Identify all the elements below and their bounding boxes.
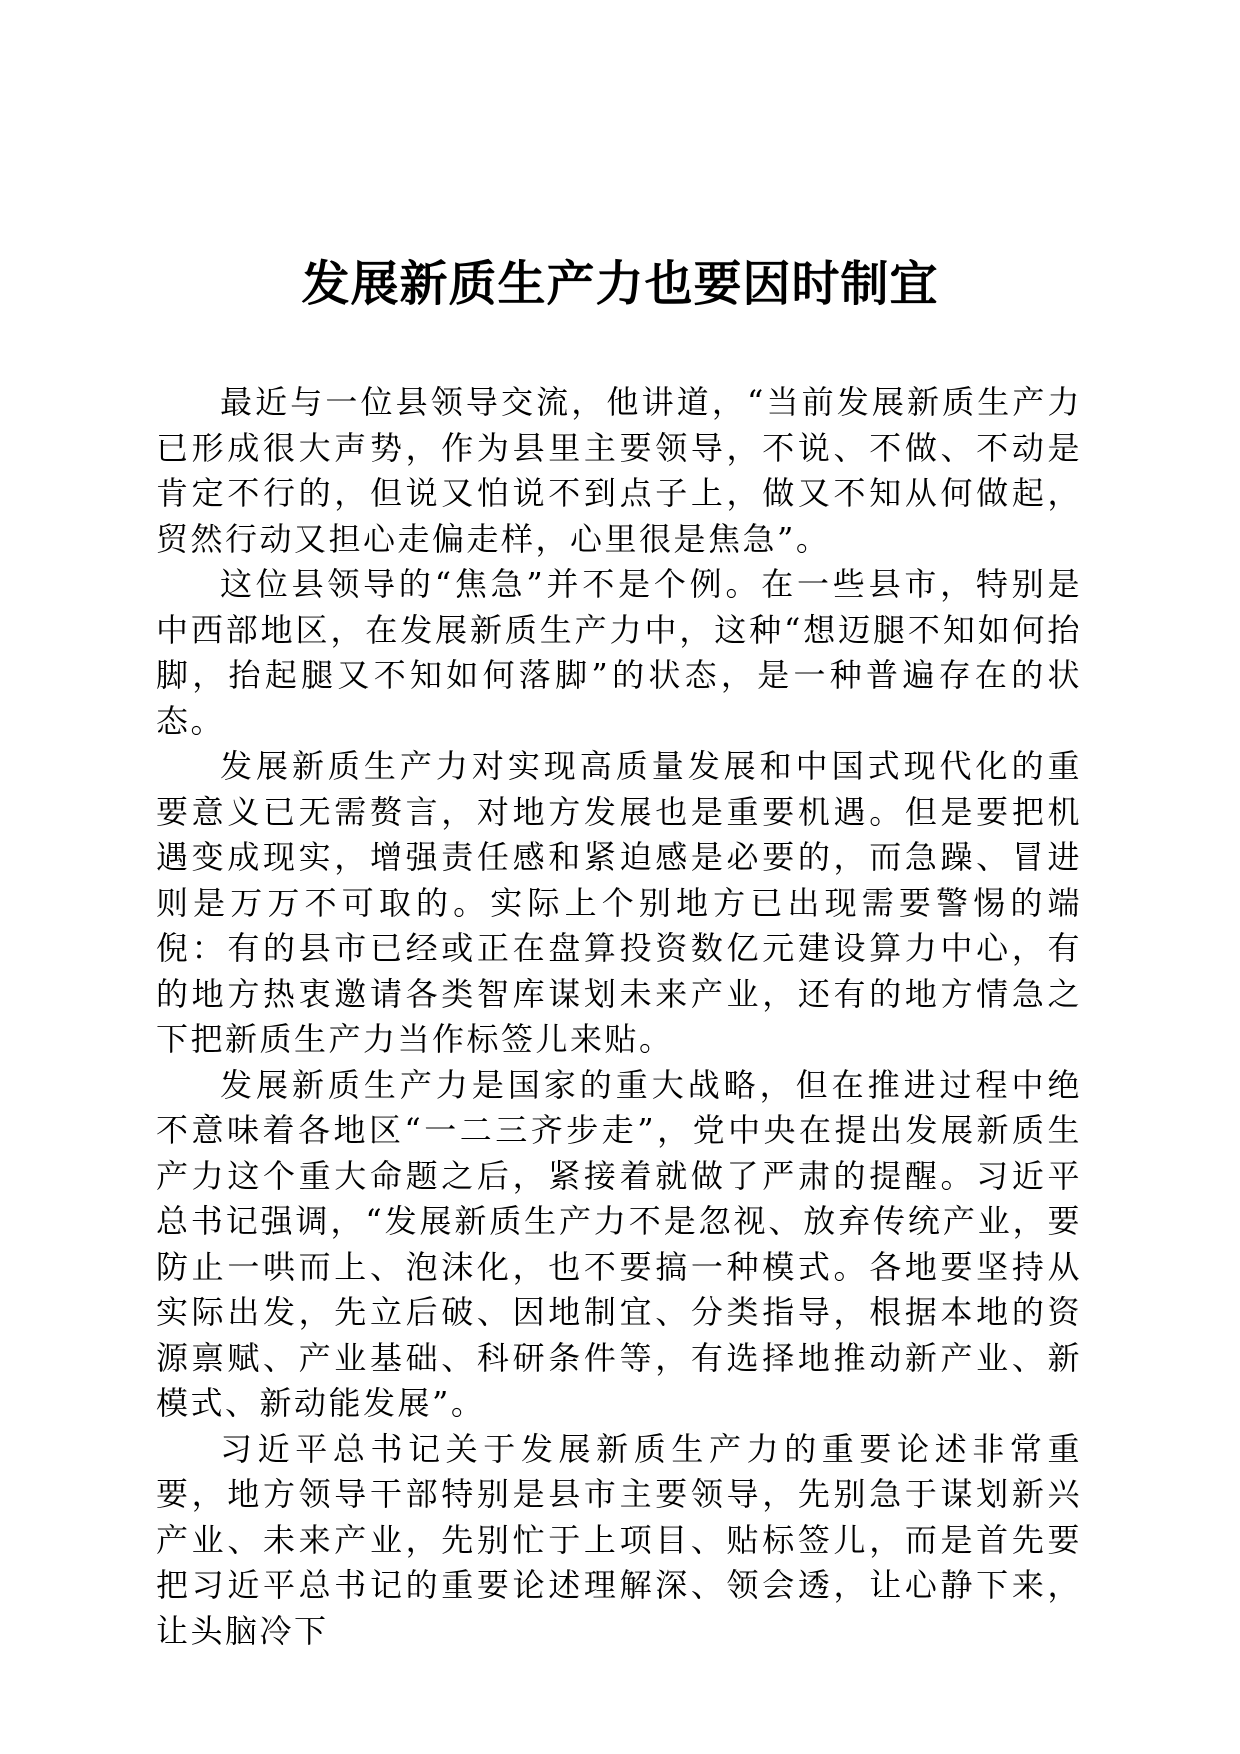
document-title: 发展新质生产力也要因时制宜 — [301, 256, 939, 312]
paragraph: 最近与一位县领导交流，他讲道，“当前发展新质生产力已形成很大声势，作为县里主要领导，不说、不做、不动是肯定不行的，但说又怕说不到点子上，做又不知从何做起，贸然行动又担心走偏走样，心里很是焦急”。 — [156, 383, 1082, 558]
document-body — [156, 380, 1082, 1654]
paragraph: 发展新质生产力是国家的重大战略，但在推进过程中绝不意味着各地区“一二三齐步走”，党中央在提出发展新质生产力这个重大命题之后，紧接着就做了严肃的提醒。习近平总书记强调，“发展新质生产力不是忽视、放弃传统产业，要防止一哄而上、泡沫化，也不要搞一种模式。各地要坚持从实际出发，先立后破、因地制宜、分类指导，根据本地的资源禀赋、产业基础、科研条件等，有选择地推动新产业、新模式、新动能发展”。 — [156, 1065, 1082, 1422]
paragraph: 习近平总书记关于发展新质生产力的重要论述非常重要，地方领导干部特别是县市主要领导，先别急于谋划新兴产业、未来产业，先别忙于上项目、贴标签儿，而是首先要把习近平总书记的重要论述理解深、领会透，让心静下来，让头脑冷下 — [156, 1429, 1082, 1650]
paragraph: 这位县领导的“焦急”并不是个例。在一些县市，特别是中西部地区，在发展新质生产力中，这种“想迈腿不知如何抬脚，抬起腿又不知如何落脚”的状态，是一种普遍存在的状态。 — [156, 565, 1082, 740]
paragraph: 发展新质生产力对实现高质量发展和中国式现代化的重要意义已无需赘言，对地方发展也是重要机遇。但是要把机遇变成现实，增强责任感和紧迫感是必要的，而急躁、冒进则是万万不可取的。实际上个别地方已出现需要警惕的端倪：有的县市已经或正在盘算投资数亿元建设算力中心，有的地方热衷邀请各类智库谋划未来产业，还有的地方情急之下把新质生产力当作标签儿来贴。 — [156, 747, 1082, 1058]
